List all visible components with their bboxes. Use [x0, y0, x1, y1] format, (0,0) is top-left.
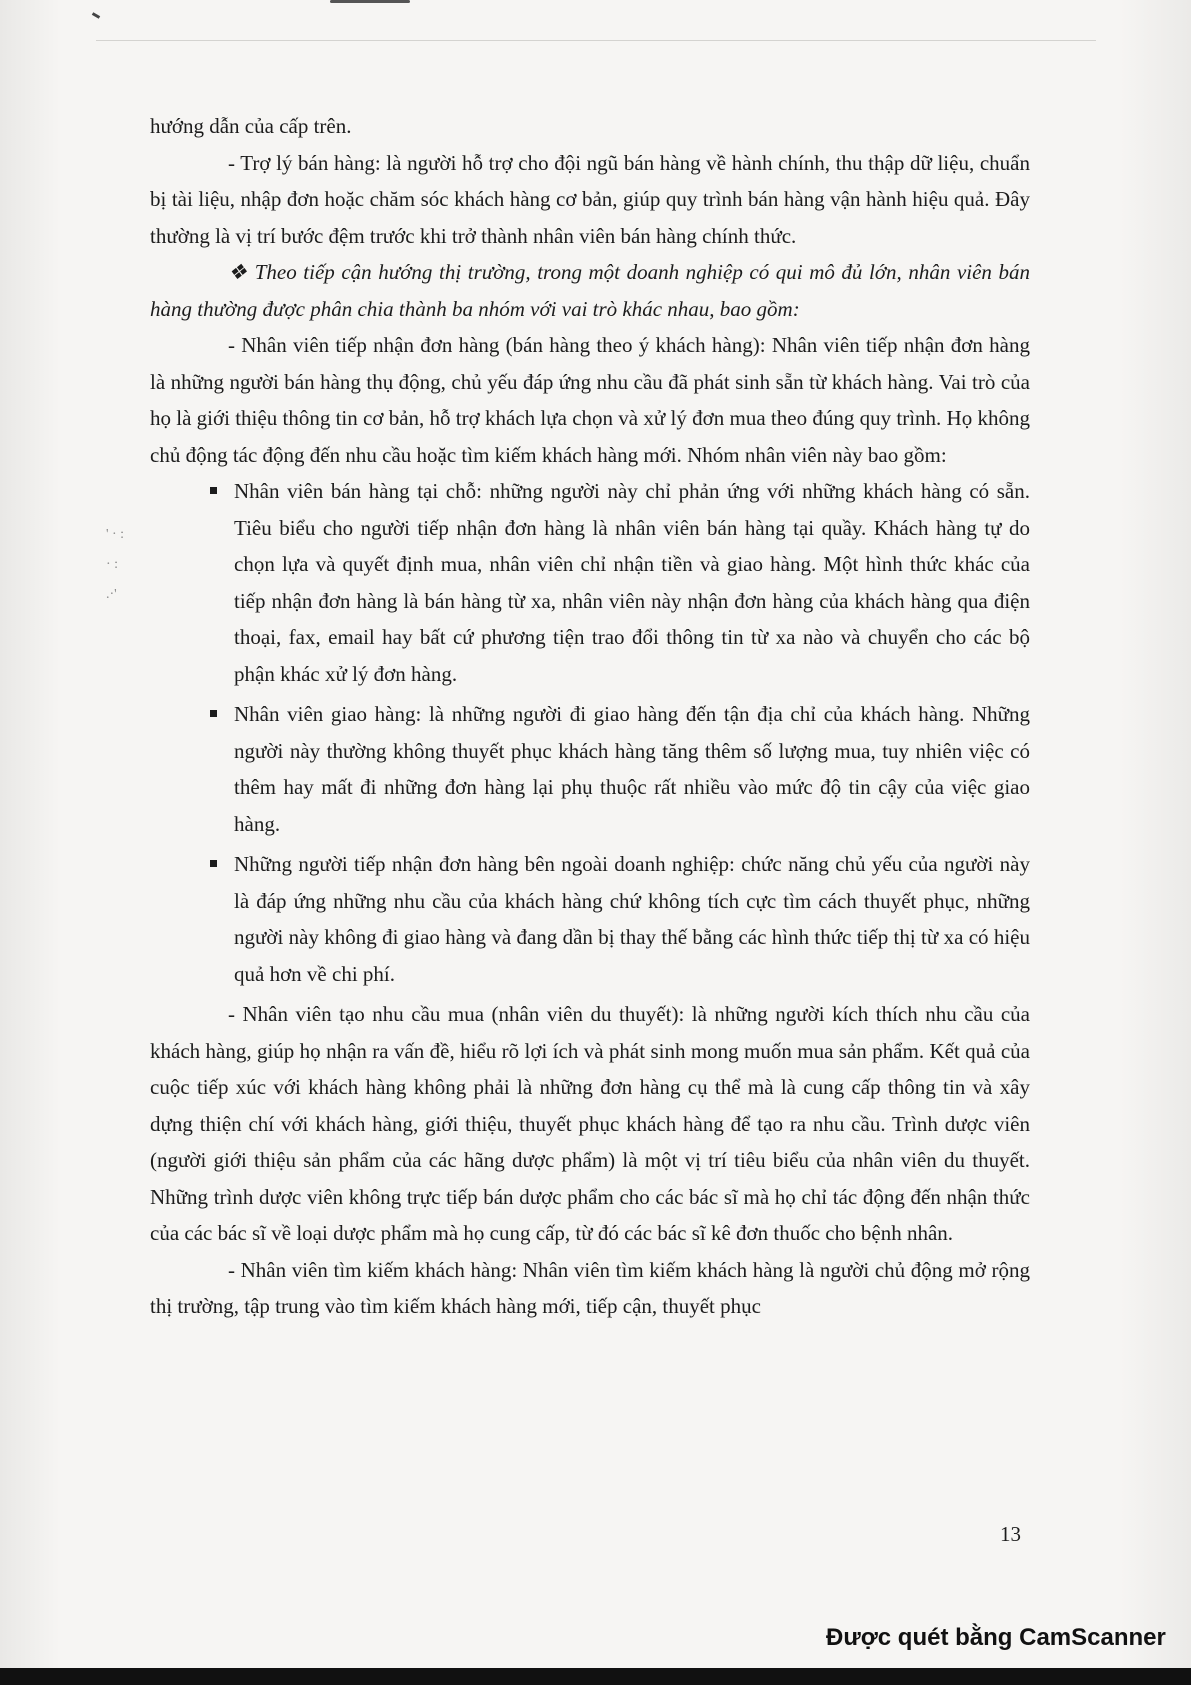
market-approach-heading: ❖ Theo tiếp cận hướng thị trường, trong một doanh nghiệp có qui mô đủ lớn, nhân viên bán hàng thường được phân chia thành ba nhóm với vai trò khác nhau, bao gồm:	[150, 260, 1030, 321]
camscanner-watermark: Được quét bằng CamScanner	[826, 1624, 1166, 1651]
order-taker-bullet-list	[150, 473, 1030, 992]
square-bullet-icon	[210, 860, 217, 867]
scan-corner-mark	[92, 12, 100, 19]
square-bullet-icon	[210, 710, 217, 717]
page-body	[150, 108, 1030, 1325]
bullet-text: Những người tiếp nhận đơn hàng bên ngoài doanh nghiệp: chức năng chủ yếu của người này là đáp ứng những nhu cầu của khách hàng chứ không tích cực tìm cách thuyết phục, những người này không đi giao hàng và đang dần bị thay thế bằng các hình thức tiếp thị từ xa có hiệu quả hơn về chi phí.	[234, 852, 1030, 986]
margin-scan-marks: ' · : · : .·'	[106, 527, 125, 602]
square-bullet-icon	[210, 487, 217, 494]
prospector-paragraph: - Nhân viên tìm kiếm khách hàng: Nhân viên tìm kiếm khách hàng là người chủ động mở rộng thị trường, tập trung vào tìm kiếm khách hàng mới, tiếp cận, thuyết phục	[150, 1257, 1030, 1318]
bullet-item	[150, 846, 1030, 992]
assistant-paragraph: - Trợ lý bán hàng: là người hỗ trợ cho đội ngũ bán hàng về hành chính, thu thập dữ liệu, chuẩn bị tài liệu, nhập đơn hoặc chăm sóc khách hàng cơ bản, giúp quy trình bán hàng vận hành hiệu quả. Đây thường là vị trí bước đệm trước khi trở thành nhân viên bán hàng chính thức.	[150, 150, 1030, 248]
bullet-text: Nhân viên bán hàng tại chỗ: những người này chỉ phản ứng với những khách hàng có sẵn. Tiêu biểu cho người tiếp nhận đơn hàng là nhân viên bán hàng tại quầy. Khách hàng tự do chọn lựa và quyết định mua, nhân viên chỉ nhận tiền và giao hàng. Một hình thức khác của tiếp nhận đơn hàng là bán hàng từ xa, nhân viên này nhận đơn hàng của khách hàng qua điện thoại, fax, email hay bất cứ phương tiện trao đổi thông tin từ xa nào và chuyển cho các bộ phận khác xử lý đơn hàng.	[234, 479, 1030, 686]
bottom-edge-strip	[0, 1668, 1191, 1685]
bullet-text: Nhân viên giao hàng: là những người đi giao hàng đến tận địa chỉ của khách hàng. Những người này thường không thuyết phục khách hàng tăng thêm số lượng mua, tuy nhiên việc có thêm hay mất đi những đơn hàng lại phụ thuộc rất nhiều vào mức độ tin cậy của việc giao hàng.	[234, 702, 1030, 836]
order-taker-paragraph: - Nhân viên tiếp nhận đơn hàng (bán hàng theo ý khách hàng): Nhân viên tiếp nhận đơn hàng là những người bán hàng thụ động, chủ yếu đáp ứng nhu cầu đã phát sinh sẵn từ khách hàng. Vai trò của họ là giới thiệu thông tin cơ bản, hỗ trợ khách lựa chọn và xử lý đơn mua theo đúng quy trình. Họ không chủ động tác động đến nhu cầu hoặc tìm kiếm khách hàng mới. Nhóm nhân viên này bao gồm:	[150, 333, 1030, 467]
page-number: 13	[1000, 1522, 1021, 1546]
scan-top-edge	[96, 40, 1096, 41]
scan-top-mark	[330, 0, 410, 3]
lead-line: hướng dẫn của cấp trên.	[150, 114, 352, 138]
demand-creator-paragraph: - Nhân viên tạo nhu cầu mua (nhân viên du thuyết): là những người kích thích nhu cầu của khách hàng, giúp họ nhận ra vấn đề, hiểu rõ lợi ích và phát sinh mong muốn mua sản phẩm. Kết quả của cuộc tiếp xúc với khách hàng không phải là những đơn hàng cụ thể mà là cung cấp thông tin và xây dựng thiện chí với khách hàng, giới thiệu, thuyết phục khách hàng để tạo ra nhu cầu. Trình dược viên (người giới thiệu sản phẩm của các hãng dược phẩm) là một vị trí tiêu biểu của nhân viên du thuyết. Những trình dược viên không trực tiếp bán dược phẩm cho các bác sĩ mà họ chỉ tác động đến nhận thức của các bác sĩ về loại dược phẩm mà họ cung cấp, từ đó các bác sĩ kê đơn thuốc cho bệnh nhân.	[150, 1002, 1030, 1245]
bullet-item	[150, 473, 1030, 692]
bullet-item	[150, 696, 1030, 842]
